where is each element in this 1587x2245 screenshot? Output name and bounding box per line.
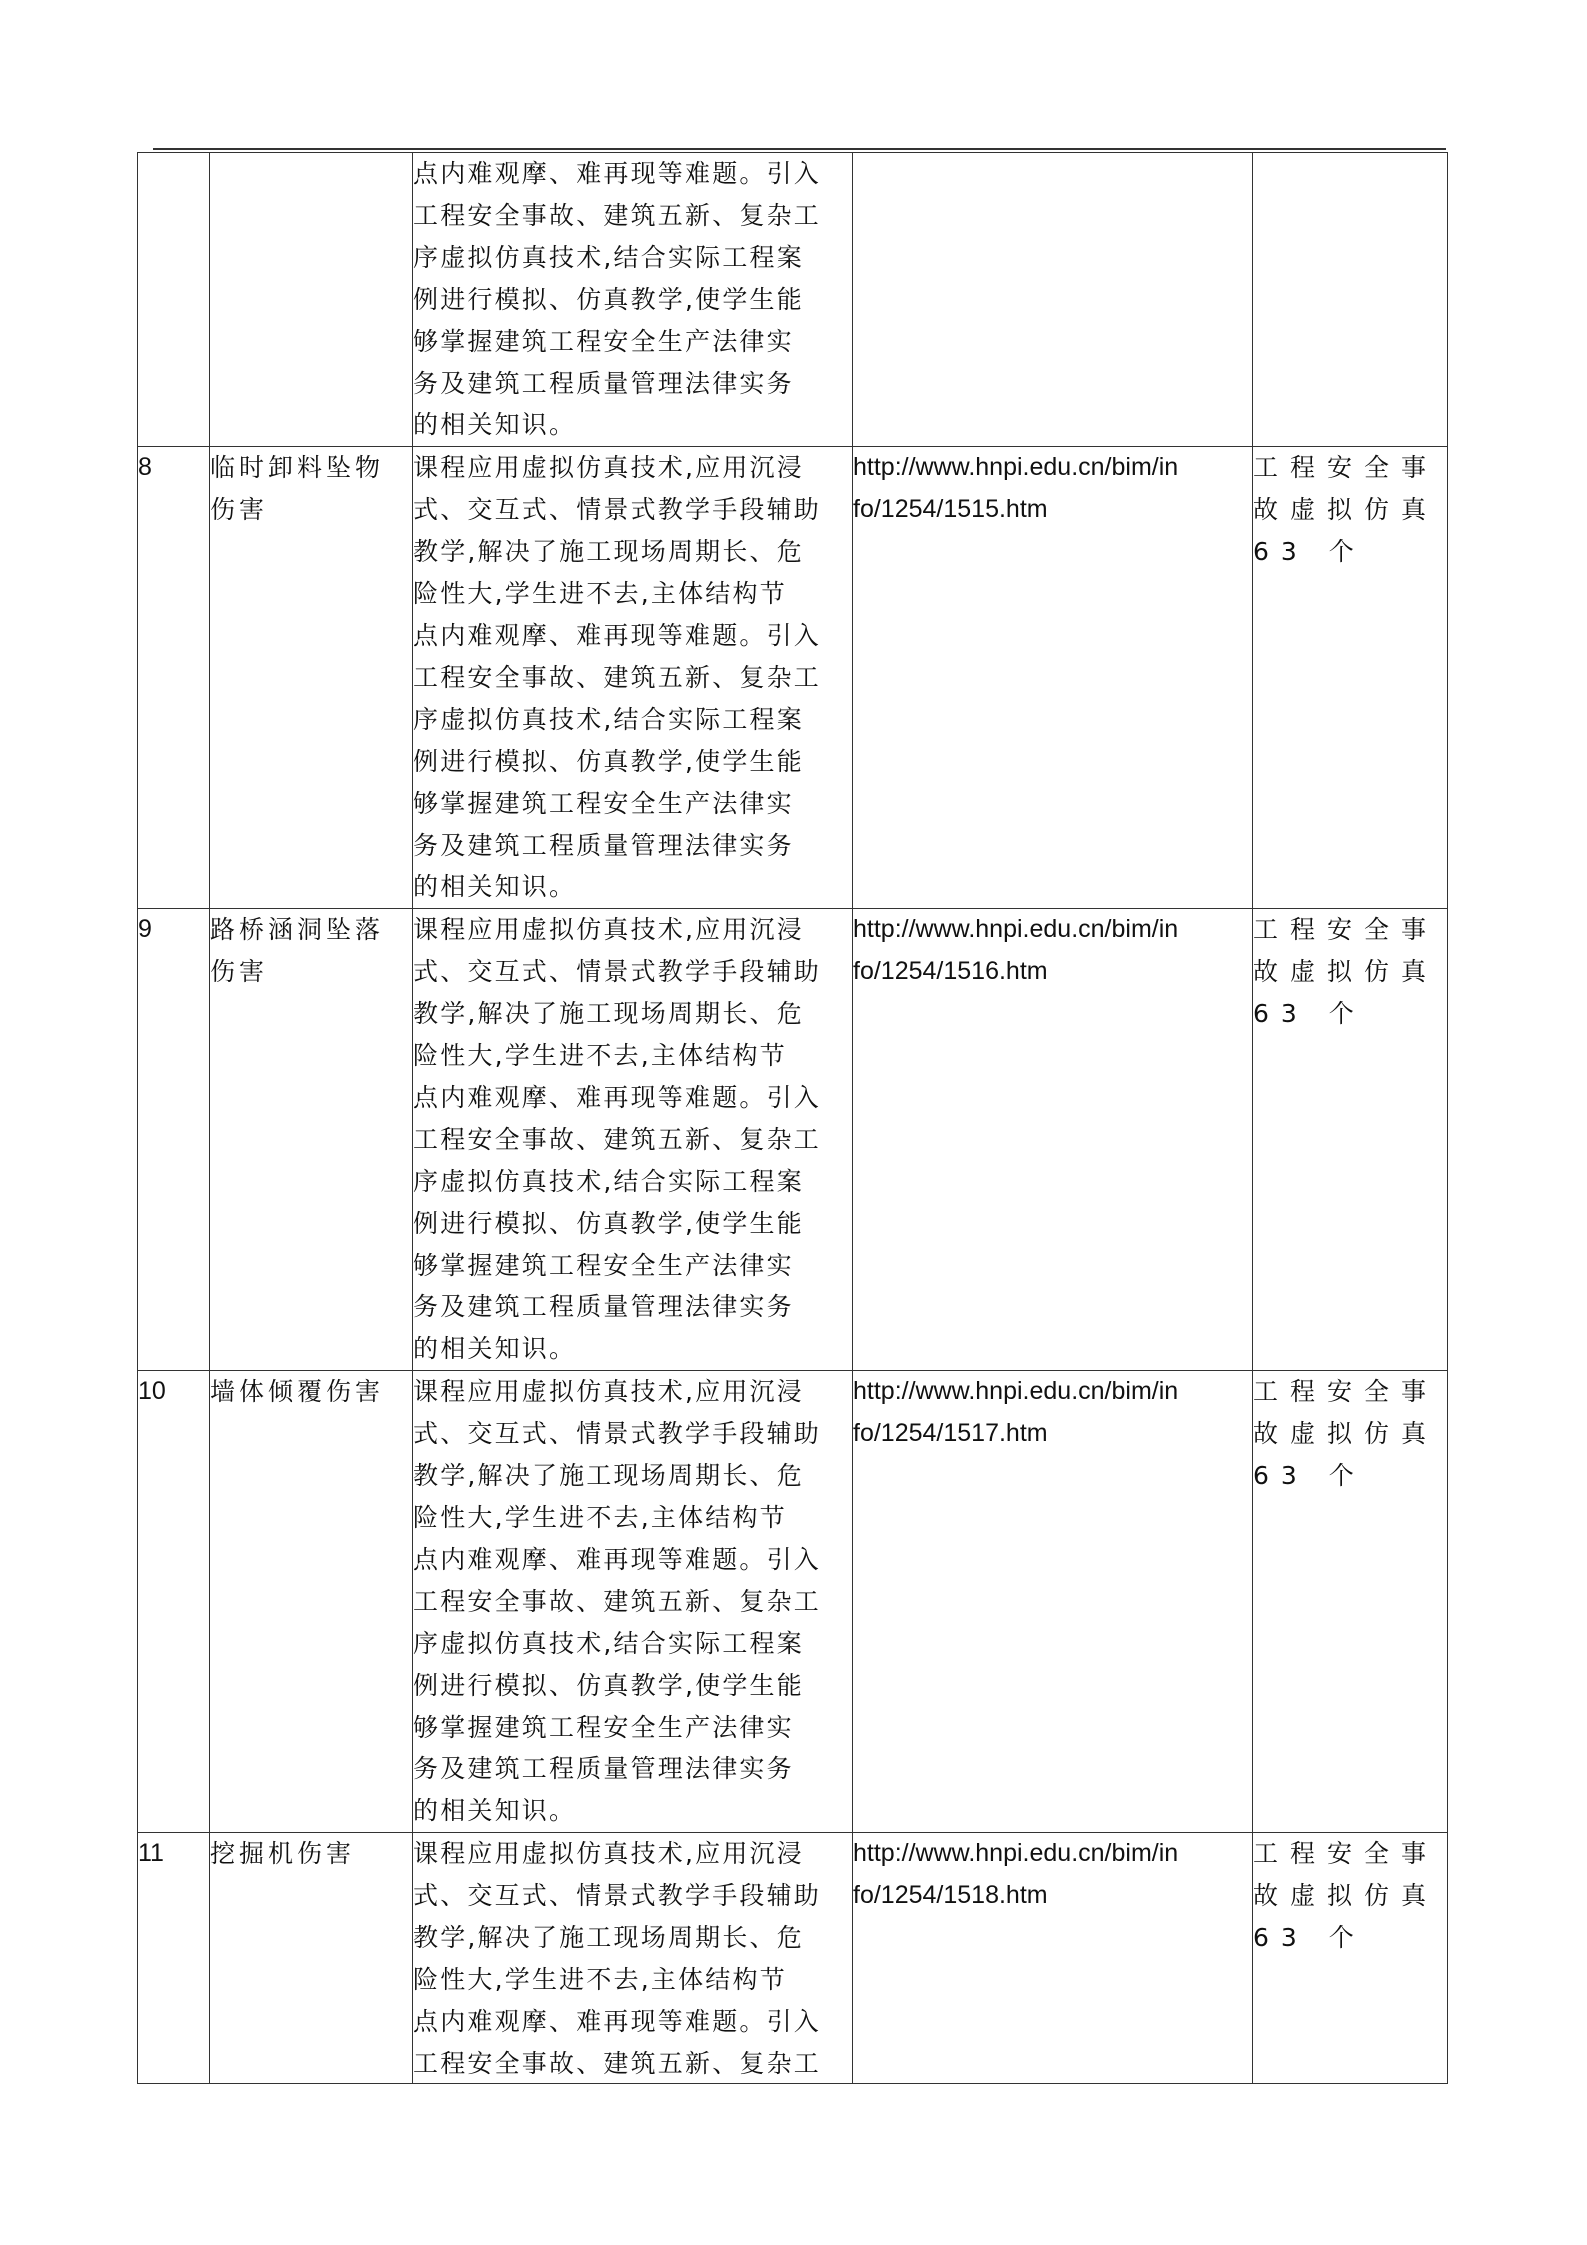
resource-name: 临时卸料坠物 伤害 [210,447,413,909]
resource-type: 工程安全事 故虚拟仿真 63 个 [1253,1833,1448,2084]
resource-description: 课程应用虚拟仿真技术,应用沉浸 式、交互式、情景式教学手段辅助 教学,解决了施工现场周期长、危 险性大,学生进不去,主体结构节 点内难观摩、难再现等难题。引入 工程安全事故、建筑五新、复杂工 序虚拟仿真技术,结合实际工程案 例进行模拟、仿真教学,使学生能 够掌握建筑工程安全生产法律实 务及建筑工程质量管理法律实务 的相关知识。 [413,1371,853,1833]
row-number: 10 [138,1371,210,1833]
table-row [138,1371,1448,1833]
resource-link[interactable]: http://www.hnpi.edu.cn/bim/in fo/1254/1516.htm [853,915,1179,986]
resource-name: 路桥涵洞坠落 伤害 [210,909,413,1371]
row-number: 9 [138,909,210,1371]
resource-link[interactable]: http://www.hnpi.edu.cn/bim/in fo/1254/1517.htm [853,1377,1179,1448]
resource-description: 课程应用虚拟仿真技术,应用沉浸 式、交互式、情景式教学手段辅助 教学,解决了施工现场周期长、危 险性大,学生进不去,主体结构节 点内难观摩、难再现等难题。引入 工程安全事故、建筑五新、复杂工 序虚拟仿真技术,结合实际工程案 例进行模拟、仿真教学,使学生能 够掌握建筑工程安全生产法律实 务及建筑工程质量管理法律实务 的相关知识。 [413,909,853,1371]
resource-link[interactable]: http://www.hnpi.edu.cn/bim/in fo/1254/1515.htm [853,453,1179,524]
resource-type: 工程安全事 故虚拟仿真 63 个 [1253,1371,1448,1833]
resource-description: 课程应用虚拟仿真技术,应用沉浸 式、交互式、情景式教学手段辅助 教学,解决了施工现场周期长、危 险性大,学生进不去,主体结构节 点内难观摩、难再现等难题。引入 工程安全事故、建筑五新、复杂工 序虚拟仿真技术,结合实际工程案 例进行模拟、仿真教学,使学生能 够掌握建筑工程安全生产法律实 务及建筑工程质量管理法律实务 的相关知识。 [413,447,853,909]
row-number: 8 [138,447,210,909]
resource-type: 工程安全事 故虚拟仿真 63 个 [1253,909,1448,1371]
table-row [138,1833,1448,2084]
row-number [138,153,210,447]
table-row [138,909,1448,1371]
resource-url[interactable] [853,909,1253,1371]
table-row [138,447,1448,909]
row-number: 11 [138,1833,210,2084]
resource-name: 挖掘机伤害 [210,1833,413,2084]
resource-url[interactable] [853,447,1253,909]
resource-url [853,153,1253,447]
table-row [138,153,1448,447]
resource-url[interactable] [853,1371,1253,1833]
resource-name: 墙体倾覆伤害 [210,1371,413,1833]
header-rule [153,148,1446,150]
resource-name [210,153,413,447]
resource-link[interactable]: http://www.hnpi.edu.cn/bim/in fo/1254/1518.htm [853,1839,1179,1910]
resource-type [1253,153,1448,447]
resource-type: 工程安全事 故虚拟仿真 63 个 [1253,447,1448,909]
resource-url[interactable] [853,1833,1253,2084]
resource-description: 点内难观摩、难再现等难题。引入 工程安全事故、建筑五新、复杂工 序虚拟仿真技术,结合实际工程案 例进行模拟、仿真教学,使学生能 够掌握建筑工程安全生产法律实 务及建筑工程质量管理法律实务 的相关知识。 [413,153,853,447]
resource-description: 课程应用虚拟仿真技术,应用沉浸 式、交互式、情景式教学手段辅助 教学,解决了施工现场周期长、危 险性大,学生进不去,主体结构节 点内难观摩、难再现等难题。引入 工程安全事故、建筑五新、复杂工 [413,1833,853,2084]
resource-table [137,152,1448,2084]
